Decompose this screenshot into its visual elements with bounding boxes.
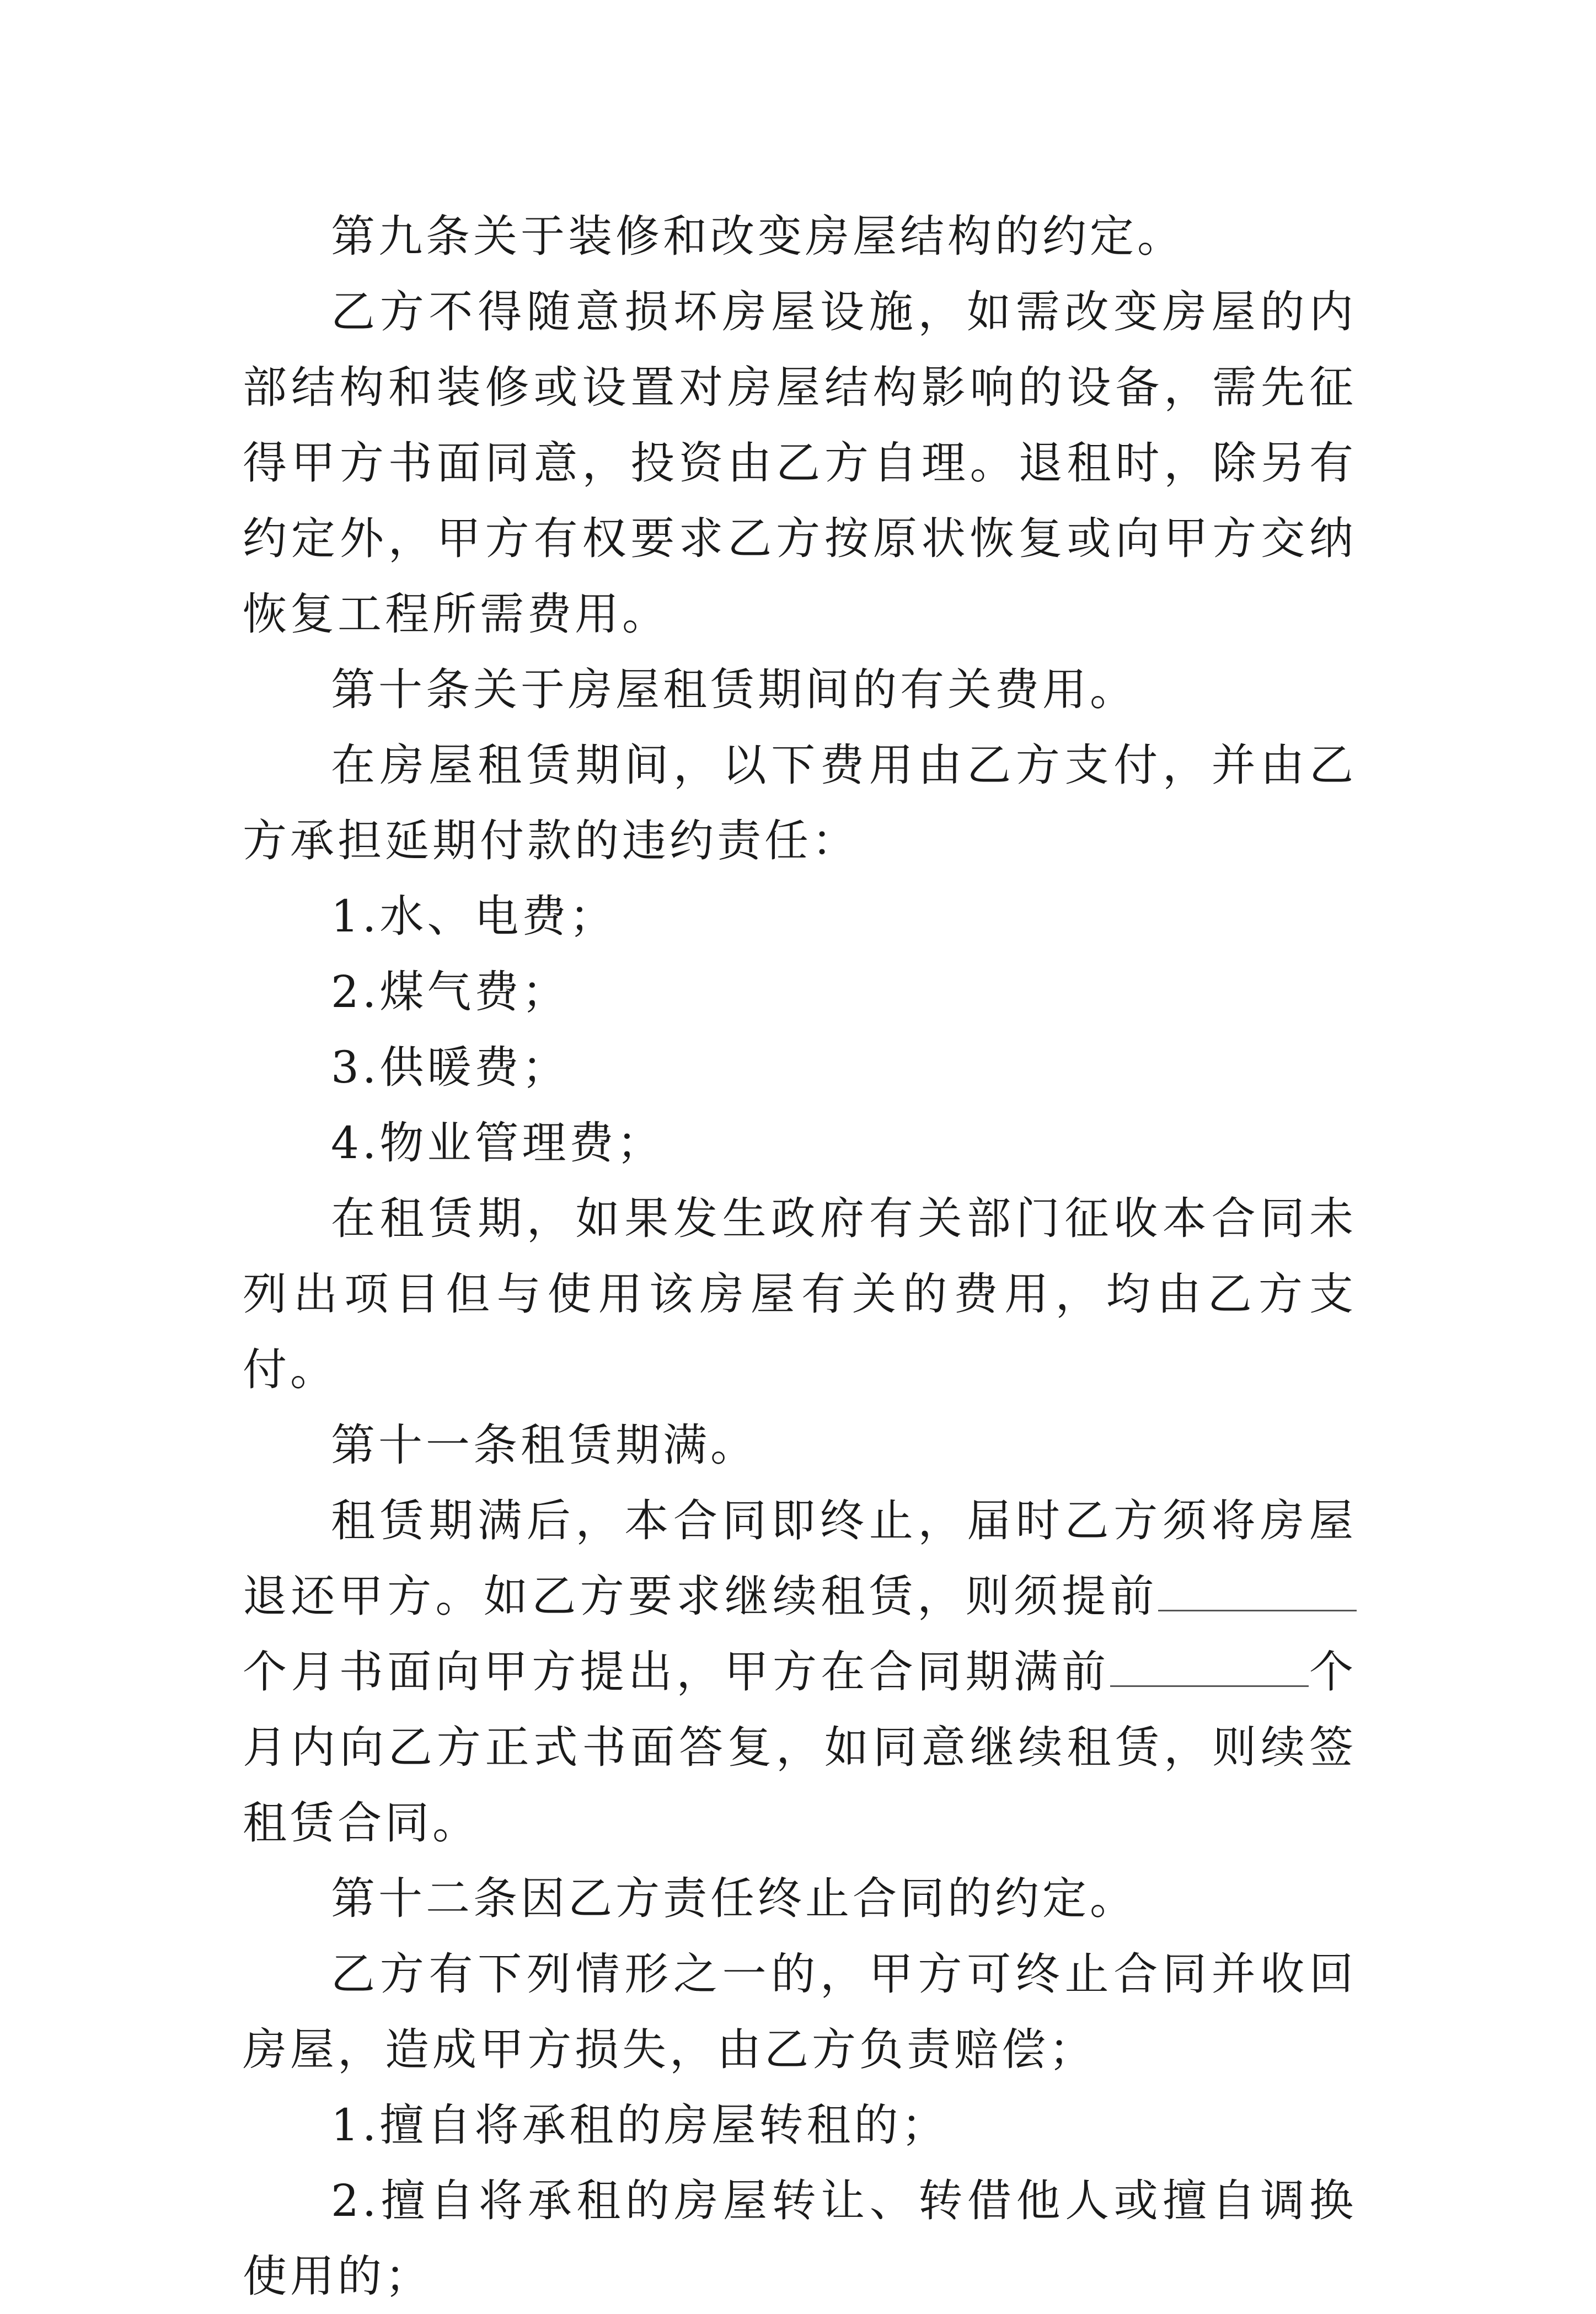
list-item: 1.水、电费； <box>331 891 617 942</box>
list-item: 3.供暖费； <box>331 1042 570 1093</box>
article-9-text: 乙方不得随意损坏房屋设施，如需改变房屋的内部结构和装修或设置对房屋结构影响的设备，需先征得甲方书面同意，投资由乙方自理。退租时，除另有约定外，甲方有权要求乙方按原状恢复或向甲方交纳恢复工程所需费用。 <box>243 286 1357 640</box>
blank-line <box>1158 1574 1357 1611</box>
document-body <box>243 199 1357 2314</box>
article-10-heading: 第十条关于房屋租赁期间的有关费用。 <box>331 664 1137 715</box>
article-11-text-part1: 租赁期满后，本合同即终止，届时乙方须将房屋退还甲方。如乙方要求继续租赁，则须提前 <box>243 1495 1357 1622</box>
article-12-heading: 第十二条因乙方责任终止合同的约定。 <box>331 1873 1137 1924</box>
list-item: 4.物业管理费； <box>331 1117 665 1169</box>
article-10-note: 在租赁期，如果发生政府有关部门征收本合同未列出项目但与使用该房屋有关的费用，均由乙方支付。 <box>243 1193 1357 1395</box>
article-10-text: 在房屋租赁期间，以下费用由乙方支付，并由乙方承担延期付款的违约责任： <box>243 740 1357 866</box>
article-11-text-part3: 个月内向乙方正式书面答复，如同意继续租赁，则续签租赁合同。 <box>243 1646 1357 1849</box>
article-9-heading: 第九条关于装修和改变房屋结构的约定。 <box>331 211 1185 262</box>
list-item: 2.煤气费； <box>331 966 570 1017</box>
list-item: 1.擅自将承租的房屋转租的； <box>331 2099 949 2151</box>
blank-line <box>1110 1650 1309 1687</box>
article-12-text: 乙方有下列情形之一的，甲方可终止合同并收回房屋，造成甲方损失，由乙方负责赔偿； <box>243 1948 1357 2075</box>
list-item: 2.擅自将承租的房屋转让、转借他人或擅自调换使用的； <box>243 2175 1357 2302</box>
article-11-text-part2: 个月书面向甲方提出，甲方在合同期满前 <box>243 1646 1110 1697</box>
article-11-heading: 第十一条租赁期满。 <box>331 1420 758 1471</box>
article-11-text <box>243 1483 1357 1861</box>
